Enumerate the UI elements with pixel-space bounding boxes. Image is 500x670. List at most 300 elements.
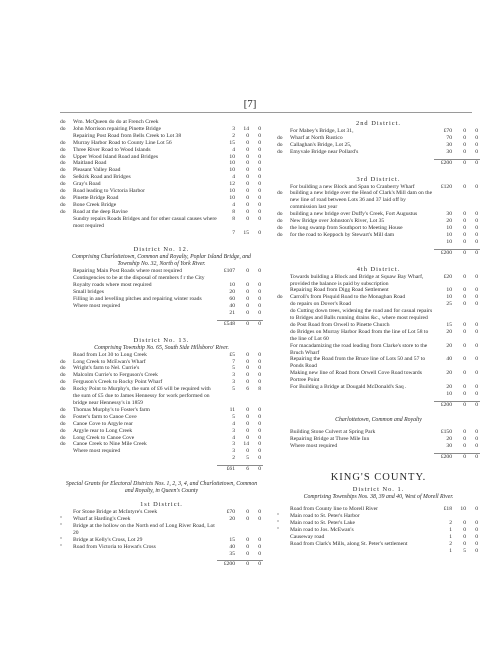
entry-text: Sundry repairs Roads Bridges and for other casual causes where most required [73, 215, 217, 229]
pounds: 5 [232, 365, 235, 372]
entry-text: Causeway road [290, 534, 325, 541]
entry-row [60, 216, 263, 230]
ditto-mark: do [60, 174, 66, 181]
entry-row [277, 149, 480, 156]
entry-text: building a new bridge over Duffy's Creek, Fort Augustus [290, 211, 418, 218]
pounds: 10 [446, 238, 452, 245]
pence: 0 [258, 427, 261, 434]
ditto-mark: do [277, 224, 283, 231]
shillings: 0 [463, 401, 466, 408]
shillings: 0 [246, 268, 249, 275]
entry-row [60, 516, 263, 523]
entry-text: Bridge at Kelly's Cross, Lot 29 [73, 536, 143, 543]
pounds: £70 [443, 128, 452, 134]
pounds: 10 [229, 167, 235, 174]
pence: 0 [258, 309, 261, 316]
county-heading: KING'S COUNTY. [330, 472, 427, 484]
shillings: 0 [246, 434, 249, 441]
entry-row [60, 537, 263, 544]
pence: 0 [258, 406, 261, 413]
shillings: 0 [246, 448, 249, 455]
pence: 0 [258, 434, 261, 441]
entry-row [277, 429, 480, 436]
district-heading: District No. 1. [352, 486, 405, 494]
shillings: 0 [246, 289, 249, 296]
shillings: 0 [246, 413, 249, 420]
entry-text: Canoe Creek to Nine Mile Creek [73, 441, 147, 448]
entry-text: For Building a Bridge at Dougald McDonald's Saq . [290, 384, 407, 391]
pence: 0 [258, 194, 261, 201]
pence: 0 [475, 224, 478, 231]
pounds: £107 [223, 268, 235, 275]
entry-row [60, 352, 263, 359]
pounds: £20 [443, 273, 452, 280]
pence: 0 [258, 420, 261, 427]
pence: 0 [475, 527, 478, 534]
shillings: 0 [463, 453, 466, 460]
pence: 0 [258, 188, 261, 195]
entry-row [277, 239, 480, 246]
entry-text: Selkirk Road and Bridges [73, 174, 131, 181]
pence: 0 [475, 435, 478, 442]
entry-row [60, 160, 263, 167]
district-heading: District No. 13. [133, 336, 190, 344]
shillings: 0 [463, 428, 466, 435]
pounds: £200 [440, 249, 452, 256]
entry-text: Making new line of Road from Orwell Cove Road towards Portree Point [290, 370, 422, 384]
entry-text: Maitland Road [73, 160, 107, 167]
pounds: 15 [229, 139, 235, 146]
entry-text: do Post Road from Orwell to Pinette Church [290, 321, 390, 328]
entry-text: New Bridge over Johnston's River, Lot 35 [290, 218, 385, 225]
pounds: 35 [229, 550, 235, 557]
shillings: 14 [243, 125, 249, 132]
shillings: 0 [463, 134, 466, 141]
entry-row [60, 386, 263, 407]
entry-text: Road leading to Victoria Harbor [73, 188, 145, 195]
entry-row [277, 443, 480, 450]
pence: 0 [258, 536, 261, 543]
pence: 0 [475, 218, 478, 225]
pounds: 7 [232, 229, 235, 236]
pounds: 10 [446, 287, 452, 294]
ditto-mark: do [60, 153, 66, 160]
pounds: £200 [440, 159, 452, 166]
entry-text: Road from County line to Morell River [290, 506, 378, 513]
entry-text: Small bridges [73, 289, 104, 296]
entry-text: Pinette Bridge Road [73, 194, 119, 201]
ditto-mark: " [60, 543, 63, 550]
header-rule [60, 112, 472, 113]
shillings: 0 [246, 167, 249, 174]
pence: 0 [475, 547, 478, 554]
entry-text: Wm. McQueen do do at French Creek [73, 119, 159, 125]
total-row [60, 320, 263, 327]
amount [434, 401, 480, 408]
left-column [60, 119, 263, 567]
pounds: 3 [232, 379, 235, 386]
pounds: 60 [229, 296, 235, 303]
shillings: 10 [460, 506, 466, 513]
entry-row [277, 520, 480, 527]
entry-text: Main road to St. Peter's Lake [290, 520, 356, 527]
entry-row [60, 282, 263, 289]
entry-text: Contingencies to be at the disposal of members f r the City [73, 275, 205, 282]
shillings: 0 [463, 391, 466, 397]
shillings: 0 [246, 358, 249, 365]
ditto-mark: " [60, 515, 63, 522]
ditto-mark: do [277, 134, 283, 141]
pounds: 30 [446, 442, 452, 449]
shillings: 0 [246, 132, 249, 139]
pence: 0 [475, 540, 478, 547]
shillings: 0 [246, 379, 249, 386]
pounds: 1 [449, 534, 452, 541]
pounds: 1 [449, 527, 452, 534]
shillings: 0 [246, 174, 249, 181]
shillings: 0 [246, 160, 249, 167]
shillings: 0 [246, 320, 249, 327]
pence: 0 [258, 229, 261, 236]
entry-row [277, 436, 480, 443]
pence: 0 [475, 428, 478, 435]
pounds: 2 [449, 540, 452, 547]
shillings: 0 [246, 561, 249, 568]
entry-text: Rocky Point to Murphy's, the sum of £6 will be required with the sum of £5 due to James Hennessy for work performed on bridge near Hennessy's in 1859 [73, 386, 211, 406]
entry-text: Repairing the Road from the Bruce line of Lots 50 and 57 to Ponds Road [290, 356, 426, 370]
pence: 0 [475, 384, 478, 391]
ditto-mark: " [60, 536, 63, 543]
ditto-mark: do [60, 434, 66, 441]
spacer [277, 459, 480, 468]
entry-text: Murray Harbor Road to County Line Lot 56 [73, 139, 172, 146]
shillings: 0 [246, 181, 249, 188]
ditto-mark: " [277, 527, 280, 534]
pence: 0 [258, 296, 261, 303]
pence: 0 [258, 466, 261, 473]
pounds: 10 [446, 224, 452, 231]
entry-row [277, 343, 480, 357]
shillings: 0 [463, 141, 466, 148]
ditto-mark: do [60, 194, 66, 201]
entry-text: Pleasant Valley Road [73, 167, 121, 174]
pence: 0 [475, 294, 478, 301]
pence: 0 [475, 249, 478, 256]
entry-text: Ferguson's Creek to Rocky Point Wharf [73, 379, 163, 386]
entry-row [60, 407, 263, 414]
district-description: Comprising Townships Nos. 38, 39 and 40, West of Morell River. [303, 494, 454, 501]
ditto-mark: " [277, 513, 280, 520]
entry-text: Wright's farm to Nel. Currie's [73, 365, 140, 372]
pence: 0 [475, 356, 478, 363]
pounds: 20 [446, 218, 452, 225]
entry-text: Bone Creek Bridge [73, 201, 117, 208]
shillings: 0 [246, 509, 249, 516]
entry-text: Callaghan's Bridge, Lot 25, [290, 141, 352, 148]
pence: 0 [258, 167, 261, 174]
pence: 0 [475, 370, 478, 377]
ditto-mark: do [277, 294, 283, 301]
ditto-mark: do [60, 386, 66, 393]
pence: 8 [258, 386, 261, 393]
entry-row [277, 534, 480, 541]
pounds: 4 [232, 434, 235, 441]
ditto-mark: do [60, 125, 66, 132]
pounds: 20 [446, 435, 452, 442]
ditto-mark: do [277, 218, 283, 225]
pounds: 11 [229, 406, 235, 413]
shillings: 0 [246, 139, 249, 146]
entry-row [277, 541, 480, 548]
pounds: 15 [229, 536, 235, 543]
entry-text: do repairs on Dover's Road [290, 301, 351, 308]
pounds: 5 [232, 386, 235, 393]
shillings: 0 [463, 231, 466, 238]
pounds: 40 [229, 543, 235, 550]
pence: 0 [258, 125, 261, 132]
pounds: 12 [229, 181, 235, 188]
entry-text: Upper Wood Island Road and Bridges [73, 153, 159, 160]
pence: 0 [475, 442, 478, 449]
pounds: 10 [446, 294, 452, 301]
entry-row [60, 209, 263, 216]
entry-text: Main road to Jos. McEwan's [290, 527, 354, 534]
pence: 0 [258, 448, 261, 455]
entry-row [277, 384, 480, 391]
amount [434, 453, 480, 460]
ditto-mark: do [60, 441, 66, 448]
entry-row [60, 414, 263, 421]
pence: 0 [475, 301, 478, 308]
spacer [60, 236, 263, 245]
shillings: 0 [246, 201, 249, 208]
shillings: 0 [463, 159, 466, 166]
ditto-mark: " [60, 522, 63, 529]
pence: 0 [475, 520, 478, 527]
pounds: 3 [232, 125, 235, 132]
pounds: 10 [229, 282, 235, 289]
total-row [277, 249, 480, 256]
shillings: 0 [246, 153, 249, 160]
entry-text: Gray's Road [73, 181, 101, 188]
entry-text: Repairing Bridge at Three Mile Inn [290, 435, 370, 442]
entry-row [277, 128, 480, 135]
pence: 0 [258, 379, 261, 386]
pence: 0 [258, 289, 261, 296]
pence: 0 [258, 132, 261, 139]
entry-row [60, 303, 263, 310]
ditto-mark: do [60, 160, 66, 167]
pounds: 20 [229, 289, 235, 296]
pence: 0 [258, 365, 261, 372]
pence: 0 [475, 183, 478, 190]
pence: 0 [258, 509, 261, 516]
pounds: 30 [446, 211, 452, 218]
spacer [277, 166, 480, 175]
pounds: 8 [232, 208, 235, 215]
pence: 0 [475, 391, 478, 397]
shillings: 0 [463, 342, 466, 349]
entry-text: Malcolm Currie's to Ferguson's Creek [73, 372, 158, 379]
district-heading: 4th District. [356, 265, 401, 273]
pounds: £150 [440, 428, 452, 435]
pence: 0 [475, 231, 478, 238]
pounds: 10 [229, 194, 235, 201]
entry-row [60, 230, 263, 237]
entry-row [277, 211, 480, 218]
amount [217, 320, 263, 327]
pence: 0 [475, 141, 478, 148]
district-description: Comprising Township No. 65, South Side Hillsboro' River. [94, 344, 229, 351]
pence: 0 [475, 342, 478, 349]
entry-row [60, 509, 263, 516]
pounds: 30 [446, 141, 452, 148]
entry-row [60, 167, 263, 174]
shillings: 6 [246, 386, 249, 393]
pence: 0 [258, 208, 261, 215]
ditto-mark: do [277, 148, 283, 155]
shillings: 0 [246, 515, 249, 522]
right-column [277, 119, 480, 555]
entry-row [60, 441, 263, 448]
total-row [60, 465, 263, 472]
entry-row [60, 181, 263, 188]
entry-text: Road from Clark's Mills, along St. Peter's settlement [290, 540, 408, 547]
pounds: £70 [226, 509, 235, 516]
entry-text: Bridge at the hollow on the North end of Long River Road, Lot 20 [73, 522, 215, 536]
entry-text: For building a new Block and Span to Cranberry Wharf [290, 183, 415, 190]
ditto-mark: do [60, 201, 66, 208]
pence: 0 [475, 328, 478, 335]
pence: 0 [258, 372, 261, 379]
entry-text: Foster's farm to Canoe Cove [73, 413, 137, 420]
entry-row [60, 174, 263, 181]
pounds: 20 [446, 328, 452, 335]
pence: 0 [258, 215, 261, 222]
pounds: 2 [449, 520, 452, 527]
pounds: 10 [229, 160, 235, 167]
total-row [277, 453, 480, 460]
entry-text: Where most required [290, 442, 338, 449]
pence: 0 [258, 302, 261, 309]
pounds: 3 [232, 427, 235, 434]
shillings: 0 [246, 427, 249, 434]
spacer [277, 256, 480, 265]
total-row [277, 159, 480, 166]
entry-row [277, 190, 480, 211]
pence: 0 [475, 134, 478, 141]
ditto-mark: " [277, 520, 280, 527]
spacer [60, 327, 263, 336]
entry-row [277, 356, 480, 370]
pence: 0 [258, 146, 261, 153]
entry-text: the long swamp from Southport to Meeting House [290, 224, 403, 231]
pounds: 10 [229, 188, 235, 195]
pence: 0 [258, 441, 261, 448]
entry-text: do Cutting down trees, widening the road and for casual repairs to Bridges and Balls running drains &c., where most required [290, 308, 433, 322]
pounds: 2 [232, 455, 235, 462]
entry-text: do Bridges on Murray Harbor Road from the line of Lot 58 to the line of Lot 60 [290, 328, 429, 342]
entry-row [60, 296, 263, 303]
shillings: 0 [463, 370, 466, 377]
ditto-mark: do [60, 139, 66, 146]
shillings: 0 [246, 215, 249, 222]
ditto-mark: do [277, 141, 283, 148]
shillings: 0 [463, 328, 466, 335]
pence: 0 [258, 561, 261, 568]
pounds: 20 [229, 515, 235, 522]
pounds: 5 [232, 413, 235, 420]
pence: 0 [258, 268, 261, 275]
entry-row [277, 218, 480, 225]
shillings: 0 [463, 356, 466, 363]
entry-row [60, 544, 263, 551]
pounds: 40 [229, 302, 235, 309]
entry-text: Wharf at Harding's Creek [73, 515, 131, 522]
pence: 0 [475, 287, 478, 294]
pounds: 4 [232, 174, 235, 181]
pence: 0 [475, 534, 478, 541]
pounds: 1 [449, 547, 452, 554]
district-description: Charlottetown, Common and Royalty [335, 416, 422, 423]
entry-text: Thomas Murphy's to Foster's farm [73, 406, 150, 413]
shillings: 0 [246, 351, 249, 358]
amount [217, 560, 263, 568]
district-heading: 2nd District. [356, 120, 401, 127]
shillings: 0 [463, 527, 466, 534]
shillings: 0 [246, 188, 249, 195]
entry-row [60, 289, 263, 296]
pence: 0 [258, 174, 261, 181]
shillings: 0 [463, 321, 466, 328]
shillings: 0 [463, 273, 466, 280]
district-description: Special Grants for Electoral Districts Nos. 1, 2, 3, 4, and Charlottetown, Common and Royalty, in Queen's County [65, 481, 258, 495]
ditto-mark: do [60, 146, 66, 153]
entry-text: Repairing Road from Digg Road Settlement [290, 287, 389, 294]
district-heading: 1st District. [140, 501, 183, 509]
pounds: 20 [446, 370, 452, 377]
shillings: 0 [463, 520, 466, 527]
pence: 0 [475, 506, 478, 513]
pounds: 15 [446, 321, 452, 328]
total-row [277, 401, 480, 408]
entry-row [60, 421, 263, 428]
entry-row [277, 513, 480, 520]
entry-row [277, 308, 480, 322]
ditto-mark: do [60, 406, 66, 413]
entry-text: building a new bridge over the Head of Clark's Mill dam on the new line of road between Lots 36 and 37 laid off by commission last year [290, 190, 433, 211]
entry-row [60, 523, 263, 537]
pounds: £5 [229, 351, 235, 358]
entry-row [60, 133, 263, 140]
entry-row [60, 365, 263, 372]
pounds: 20 [446, 384, 452, 391]
entry-text: Repairing Post Road from Bells Creek to Lot 38 [73, 132, 182, 139]
entry-text: For macadamizing the road leading from Clarke's store to the Bruch Wharf [290, 342, 428, 356]
shillings: 0 [463, 238, 466, 245]
pounds: 20 [446, 342, 452, 349]
entry-row [60, 119, 263, 126]
pounds: 3 [232, 372, 235, 379]
shillings: 0 [463, 148, 466, 155]
ditto-mark: do [60, 358, 66, 365]
ditto-mark: do [60, 413, 66, 420]
pence: 0 [258, 550, 261, 557]
entry-text: Repairing Main Post Roads where most required [73, 268, 183, 275]
shillings: 0 [463, 218, 466, 225]
entry-row [277, 329, 480, 343]
shillings: 0 [463, 287, 466, 294]
